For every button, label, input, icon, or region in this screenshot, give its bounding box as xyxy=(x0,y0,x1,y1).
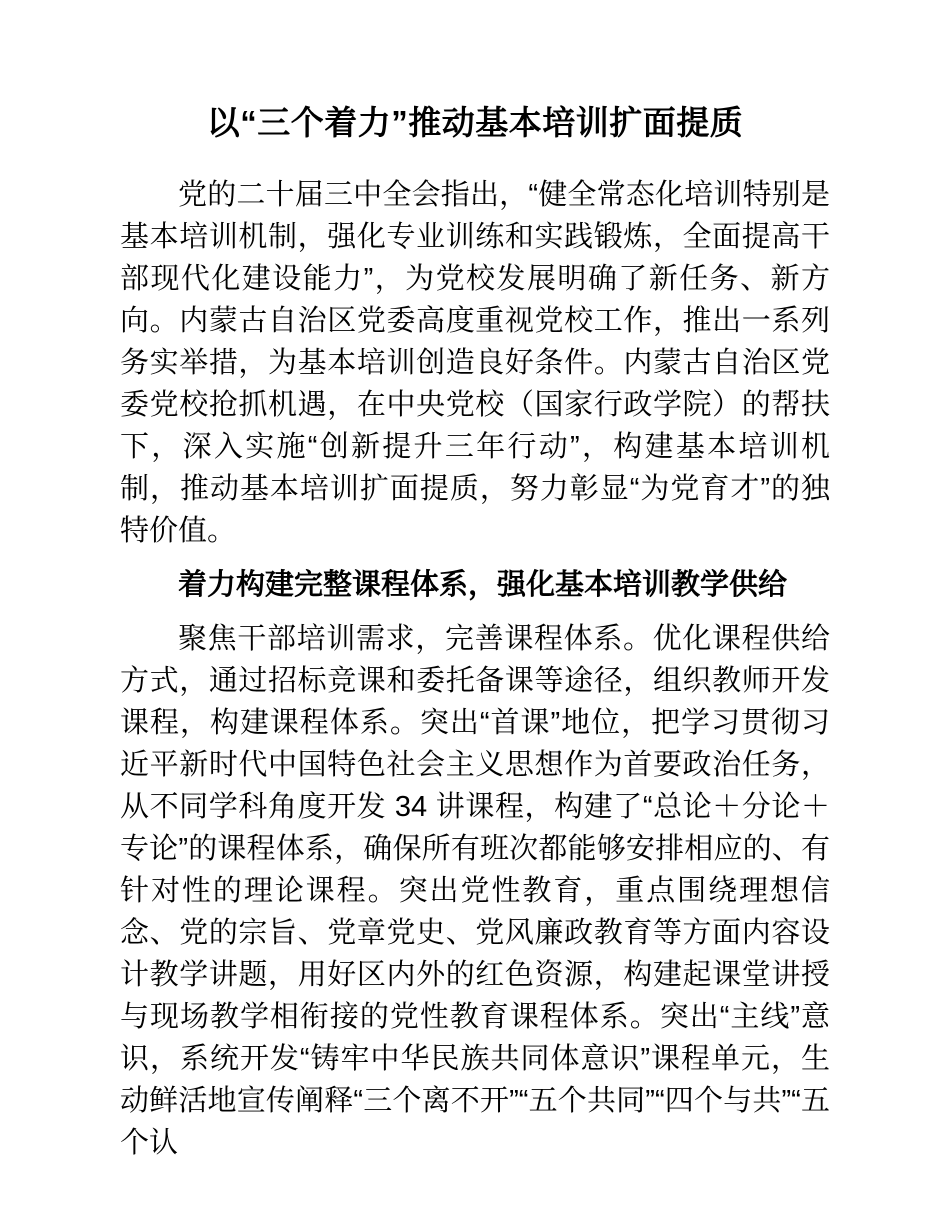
body-paragraph-2: 聚焦干部培训需求，完善课程体系。优化课程供给方式，通过招标竞课和委托备课等途径，组织教师开发课程，构建课程体系。突出“首课”地位，把学习贯彻习近平新时代中国特色社会主义思想作为首要政治任务，从不同学科角度开发 34 讲课程，构建了“总论＋分论＋专论”的课程体系，确保所有班次都能够安排相应的、有针对性的理论课程。突出党性教育，重点围绕理想信念、党的宗旨、党章党史、党风廉政教育等方面内容设计教学讲题，用好区内外的红色资源，构建起课堂讲授与现场教学相衔接的党性教育课程体系。突出“主线”意识，系统开发“铸牢中华民族共同体意识”课程单元，生动鲜活地宣传阐释“三个离不开”“五个共同”“四个与共”“五个认 xyxy=(120,623,830,1159)
body-paragraph-1: 党的二十届三中全会指出，“健全常态化培训特别是基本培训机制，强化专业训练和实践锻炼，全面提高干部现代化建设能力”，为党校发展明确了新任务、新方向。内蒙古自治区党委高度重视党校工作，推出一系列务实举措，为基本培训创造良好条件。内蒙古自治区党委党校抢抓机遇，在中央党校（国家行政学院）的帮扶下，深入实施“创新提升三年行动”，构建基本培训机制，推动基本培训扩面提质，努力彰显“为党育才”的独特价值。 xyxy=(120,179,830,547)
section-heading-1: 着力构建完整课程体系，强化基本培训教学供给 xyxy=(178,569,788,601)
document-content xyxy=(120,0,830,1164)
page-title: 以“三个着力”推动基本培训扩面提质 xyxy=(206,104,744,141)
